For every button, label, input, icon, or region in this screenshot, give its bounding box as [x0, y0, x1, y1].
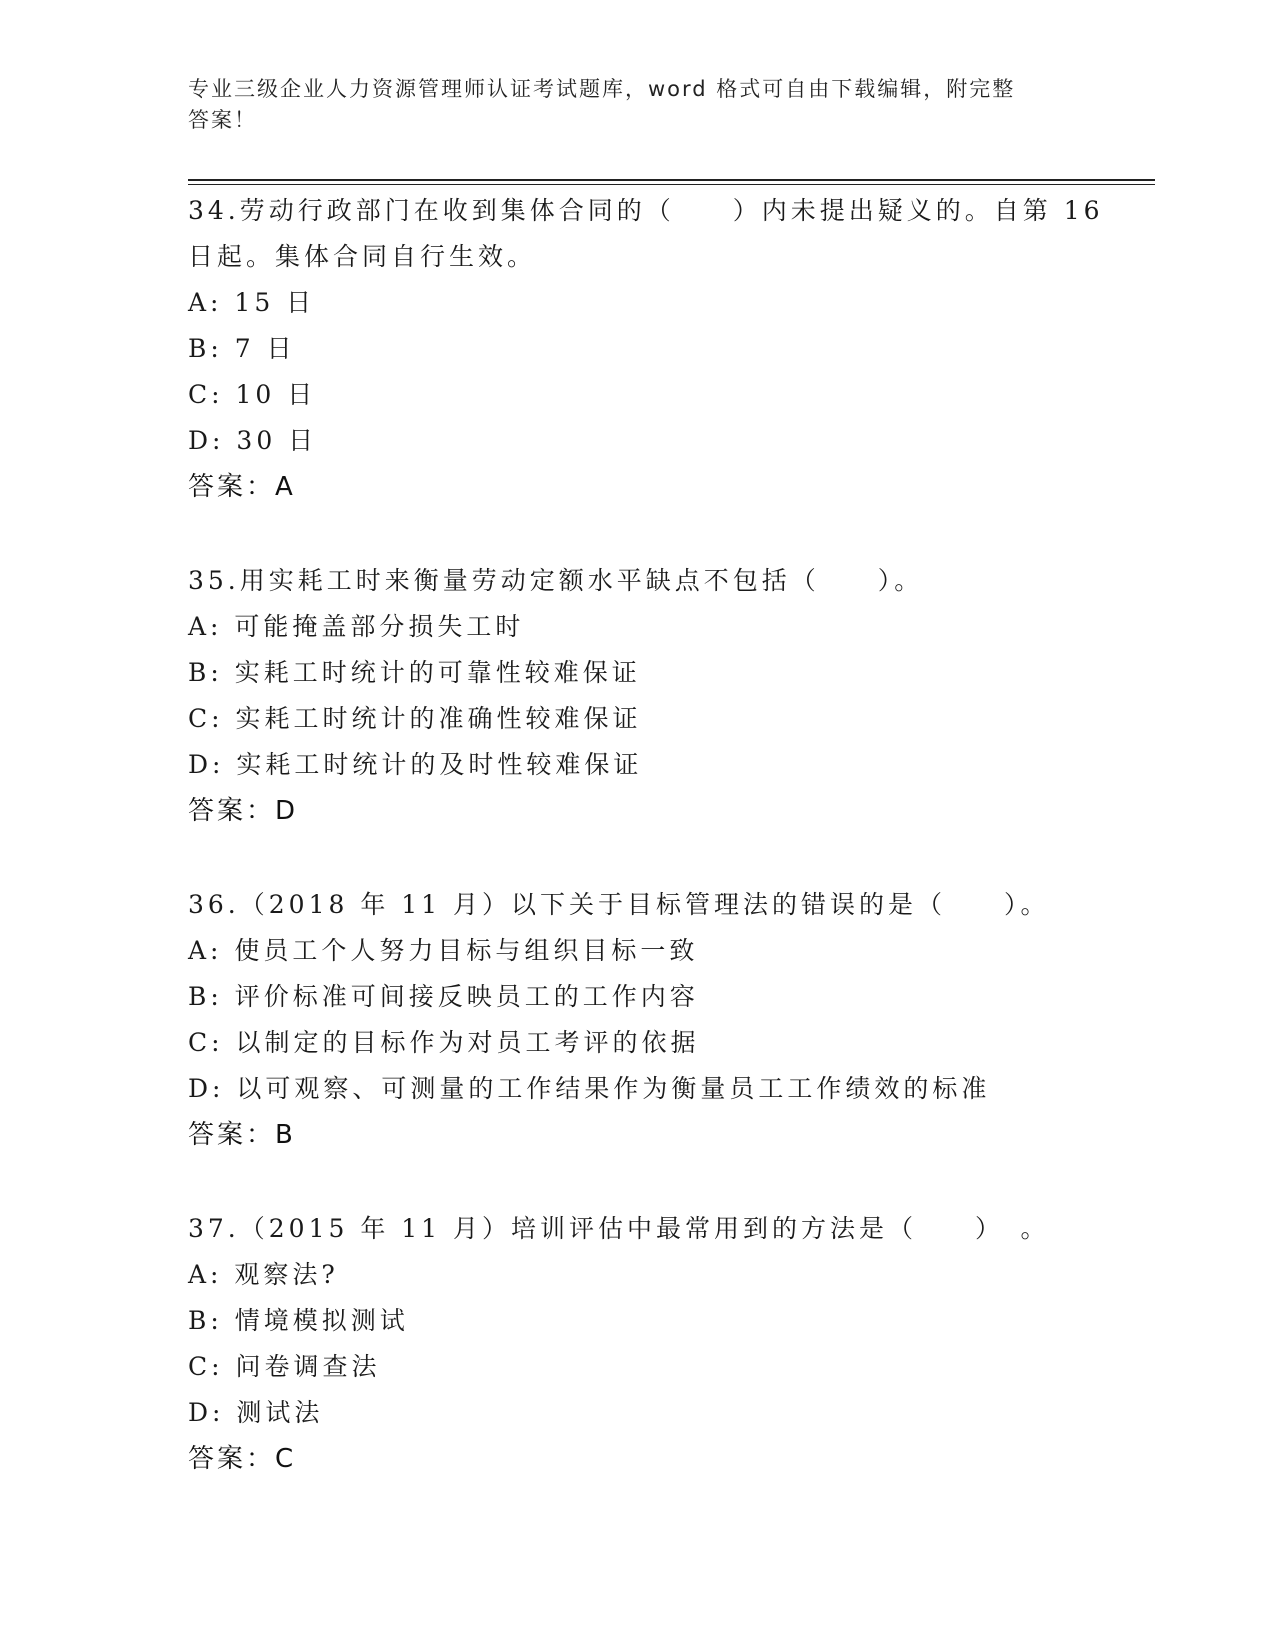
question-stem: 37.（2015 年 11 月）培训评估中最常用到的方法是（ ） 。: [188, 1214, 1050, 1243]
option-b: B: 7 日: [188, 334, 296, 363]
document-header: [188, 74, 1068, 136]
header-divider-thin: [188, 184, 1155, 185]
question-list: [188, 188, 1104, 1530]
question-stem: 36.（2018 年 11 月）以下关于目标管理法的错误的是（ ）。: [188, 890, 1050, 919]
option-c: C: 问卷调查法: [188, 1352, 381, 1381]
question-stem-continued: 日起。集体合同自行生效。: [188, 242, 537, 271]
option-a: A: 观察法?: [188, 1260, 339, 1289]
option-a: A: 可能掩盖部分损失工时: [188, 612, 525, 641]
option-d: D: 实耗工时统计的及时性较难保证: [188, 750, 643, 779]
header-title-line-1: 专业三级企业人力资源管理师认证考试题库，word 格式可自由下载编辑，附完整: [188, 77, 1016, 101]
answer-label: 答案：B: [188, 1120, 296, 1150]
answer-label: 答案：C: [188, 1444, 297, 1474]
option-d: D: 测试法: [188, 1398, 324, 1427]
option-b: B: 评价标准可间接反映员工的工作内容: [188, 982, 699, 1011]
question-34: [188, 188, 1104, 510]
question-stem: 34.劳动行政部门在收到集体合同的（ ）内未提出疑义的。自第 16: [188, 196, 1104, 225]
header-divider-thick: [188, 179, 1155, 181]
answer-label: 答案：D: [188, 796, 299, 826]
answer-label: 答案：A: [188, 472, 296, 502]
option-b: B: 实耗工时统计的可靠性较难保证: [188, 658, 641, 687]
option-b: B: 情境模拟测试: [188, 1306, 409, 1335]
option-d: D: 30 日: [188, 426, 318, 455]
option-c: C: 10 日: [188, 380, 317, 409]
question-stem: 35.用实耗工时来衡量劳动定额水平缺点不包括（ ）。: [188, 566, 924, 595]
option-c: C: 以制定的目标作为对员工考评的依据: [188, 1028, 700, 1057]
option-d: D: 以可观察、可测量的工作结果作为衡量员工工作绩效的标准: [188, 1074, 991, 1103]
question-37: [188, 1206, 1088, 1482]
option-c: C: 实耗工时统计的准确性较难保证: [188, 704, 642, 733]
option-a: A: 使员工个人努力目标与组织目标一致: [188, 936, 699, 965]
question-35: [188, 558, 1088, 834]
header-title-line-2: 答案！: [188, 108, 257, 132]
option-a: A: 15 日: [188, 288, 316, 317]
question-36: [188, 882, 1088, 1158]
